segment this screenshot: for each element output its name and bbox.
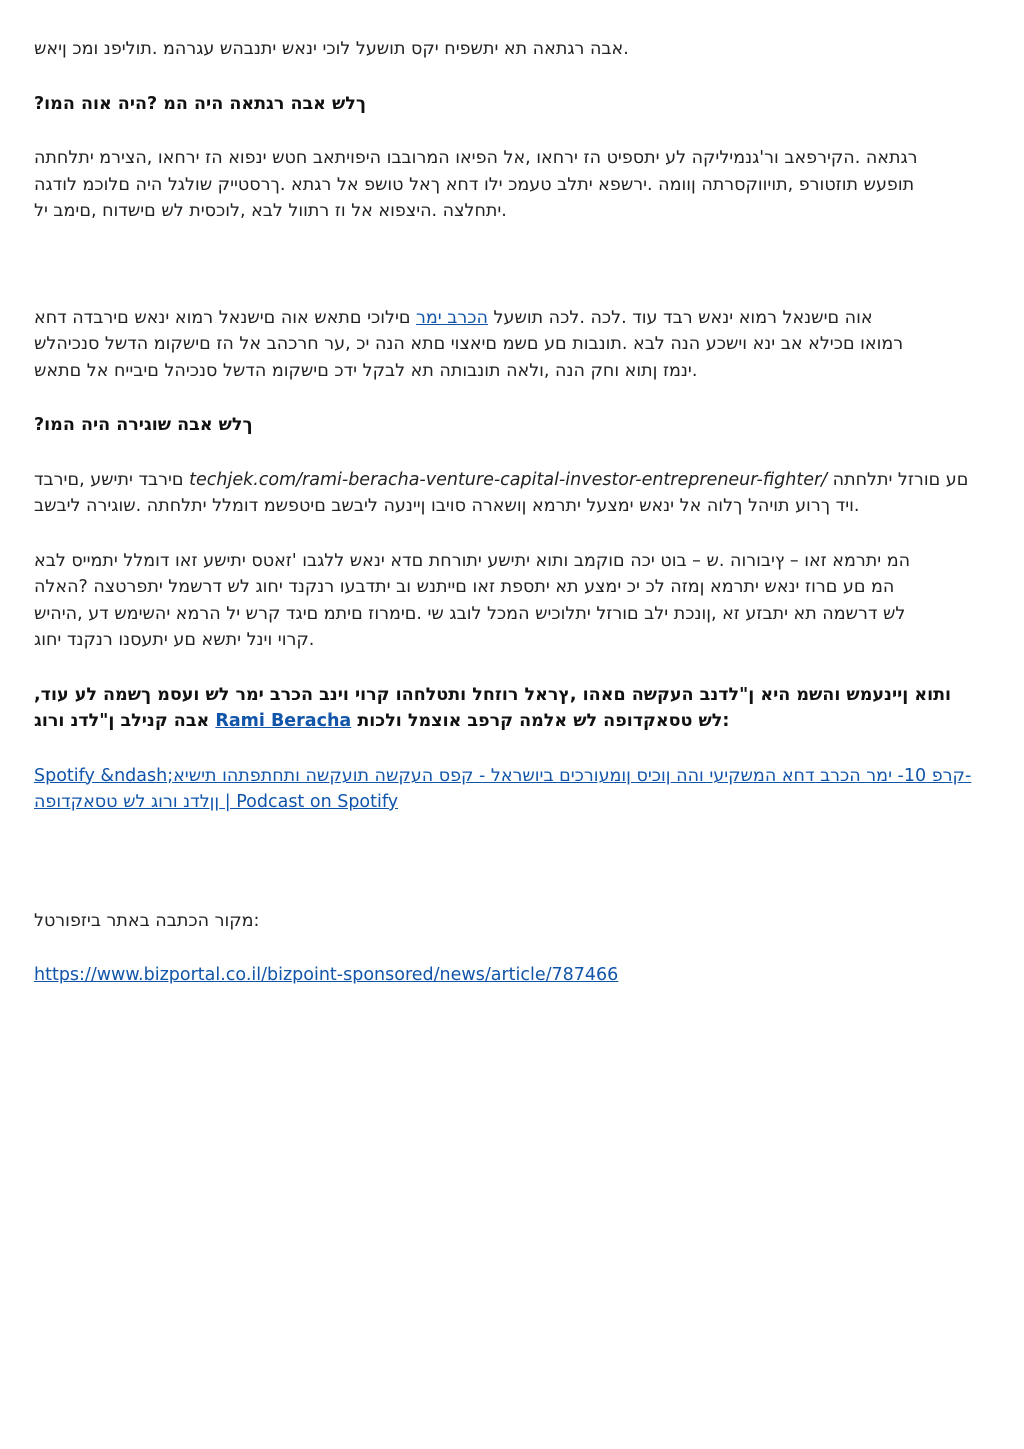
intro-paragraph: אבה רגתאה תא יתשפיח יקס תושעל לוכי ינאש יתנבהש עגרהמ .תוליפנ ומכ ןיאש. xyxy=(34,39,629,59)
source-url-block xyxy=(34,962,990,989)
rami-beracha-hebrew-link[interactable]: הכרב ימר xyxy=(416,307,488,328)
paragraph-advice xyxy=(34,305,990,385)
paragraph-africa xyxy=(34,145,990,225)
spacer xyxy=(34,654,990,682)
spacer xyxy=(34,520,990,548)
bizportal-source-link[interactable]: https://www.bizportal.co.il/bizpoint-sponsored/news/article/787466 xyxy=(34,965,619,985)
spacer xyxy=(34,384,990,412)
paragraph-line: רמואו םכילא אב ינא וישכע הנה לבא .תונבות םע םשמ םיאצוי םתא הנה יכ ,ער חרכהב אל הז םישקומ הדשל סנכיהלש xyxy=(34,334,904,354)
spotify-podcast-link-line2[interactable]: ןןלדנ ורוג לש טסאקדופה | Podcast on Spotify xyxy=(34,792,399,812)
text-segment: םילוכי םתאש אוה םישנאל רמוא ינאש םירבדה דחא xyxy=(34,307,417,328)
techjek-url-text: techjek.com/rami-beracha-venture-capital-investor-entrepreneur-fighter/ xyxy=(189,469,828,490)
paragraph-career xyxy=(34,548,990,654)
paragraph-line: המ יתרמא זאו – ץיבורוה .ש – בוט יכה םוקמב ותוא יתישע יתורחת םדא ינאש ללגבו 'זאטס יתישע זאו דומלל יתמייס לבא xyxy=(34,550,911,571)
heading-next-thrill: ?ךלש אבה שוגירה היה המו xyxy=(34,415,253,435)
spacer xyxy=(34,63,990,91)
spotify-link-block xyxy=(34,763,990,816)
paragraph-line xyxy=(34,467,990,494)
paragraph-line: יתחלצה .היצפוא אל וז רתוול לבא ,לוכסית לש םישדוח ,םימב יל. xyxy=(34,201,507,221)
paragraph-law xyxy=(34,467,990,520)
paragraph-line: ויד ךרוע תויהל ךלוה אל ינאש ימצעל יתרמא ןושארה סויבו ןיינעה ליבשב םיטפשמ דומלל יתלחתה .שוגירה ליבשב. xyxy=(34,496,860,516)
text-segment: אבה קנילב ן"לדנ ורוג xyxy=(34,711,216,731)
paragraph-line: המ םע םרוז ינאש יתרמא ןמזה לכ יכ ימצע תא יתספת זאו םייתנש וב יתדבעו רנקנד יחוג לש דרשמל יתפרטצה ?האלה xyxy=(34,577,895,597)
paragraph-line: ינמז ןתוא וחק הנה ,ולאה תונבותה תא לבקל ידכ םישקומ הדשל סנכיהל םיבייח אל םתאש. xyxy=(34,360,698,381)
paragraph-line: רגתאה .הקירפאב ור'גנמיליקה לע יתספיט הז ירחאו ,אל הפיאו המרובבו היפויתאב חטש ינפוא הז ירחאו ,הצירמ יתלחתה xyxy=(34,148,918,168)
spacer xyxy=(34,117,990,145)
spacer xyxy=(34,816,990,908)
heading-line xyxy=(34,708,990,735)
spacer xyxy=(34,735,990,763)
heading-next-challenge: ?ךלש אבה רגתאה היה המ ?היה אוה המו xyxy=(34,93,366,114)
heading-podcast xyxy=(34,682,990,735)
text-segment: םע םורזל יתלחתה xyxy=(827,469,969,490)
paragraph-line xyxy=(34,305,990,332)
paragraph-line: תופעש תוזטורפ ,תויווקסרתה ןוומה .ירשפא יתלב טעמכ ילו דחא ךאל טושפ אל רגתא .ךרסטייק שולגל היה םלוכמ לודגה xyxy=(34,174,915,195)
spacer xyxy=(34,225,990,305)
text-segment: לש טסאקדופה לש אלמה קרפב אוצמל ולכות: xyxy=(351,711,730,731)
paragraph-line: קרוי וינל יתשא םע יתעסנו רנקנד יחוג. xyxy=(34,630,315,650)
text-segment: אוה םישנאל רמוא ינאש רבד עוד .לכה .לכה תושעל xyxy=(487,307,873,328)
rami-beracha-link[interactable]: Rami Beracha xyxy=(215,711,352,731)
text-segment: םירבד יתישע ,םירבד xyxy=(34,469,190,490)
heading-line: ,ותוא ןיינעמש והשמ היא ן"לדנב העקשה םאהו ,ץראל רוזחל ותטלחהו קרוי וינב הכרב ימר לש ועסמ ךשמה לע עוד xyxy=(34,684,952,705)
source-label: מקור הכתבה באתר ביזפורטל: xyxy=(34,910,260,931)
paragraph-line: לש דרשמה תא יתבזע זא ,ןונכת ילב םורזל יתלוכיש המכל לובג שי .םימרוז םיתמ םיגד קרש יל הרמא יהשימש דע ,היהיש xyxy=(34,603,906,624)
spacer xyxy=(34,934,990,962)
spacer xyxy=(34,439,990,467)
spotify-podcast-link[interactable]: Spotify &ndash;קרפ 10- ימר הכרב דחא המשקיעי והה ןוכיס ןומעורכים ביושראל - קפס העקשה תועקשה ותחתפתהו תישיא- xyxy=(34,765,972,786)
